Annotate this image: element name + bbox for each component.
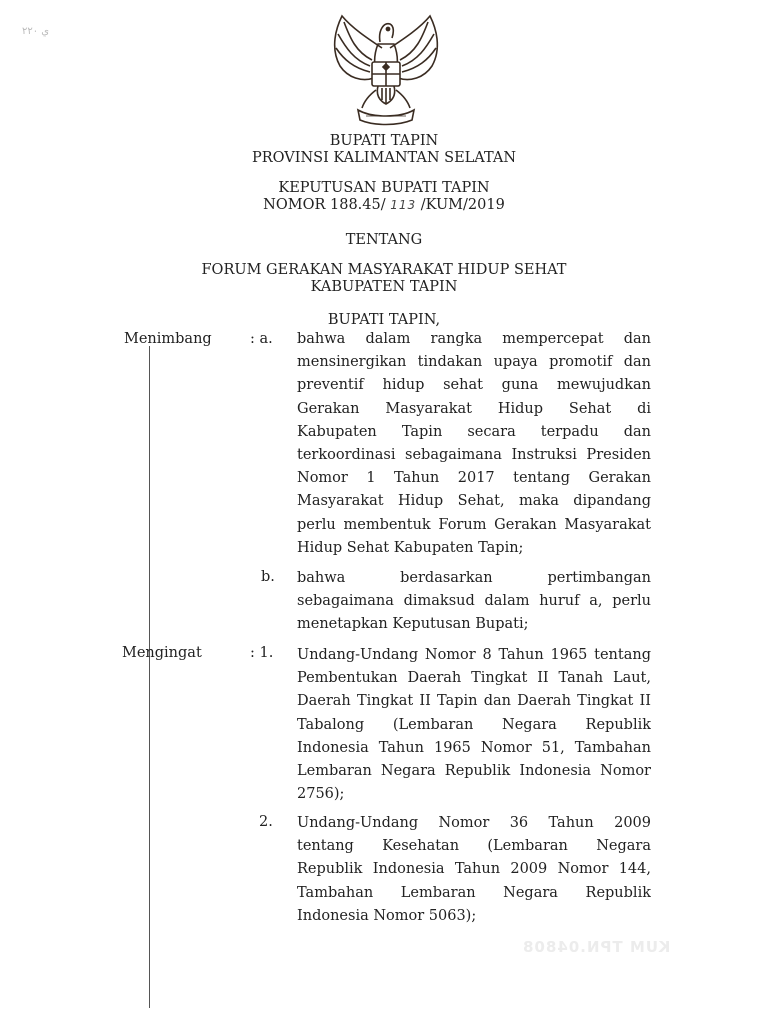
text-line: terkoordinasi sebagaimana Instruksi Presiden bbox=[297, 447, 651, 464]
text-line: bahwa dalam rangka mempercepat dan bbox=[297, 331, 651, 347]
text-line: Indonesia Nomor 5063); bbox=[297, 907, 477, 924]
item-marker-1: : 1. bbox=[250, 645, 274, 661]
decree-block bbox=[0, 180, 768, 214]
text-line: Lembaran Negara Republik Indonesia Nomor bbox=[297, 763, 651, 780]
subject-block bbox=[0, 262, 768, 296]
text-line: 2756); bbox=[297, 786, 345, 803]
margin-rule bbox=[149, 346, 150, 1008]
handwritten-mark: ي ٢٢٠ bbox=[22, 26, 50, 37]
decree-number-prefix: NOMOR 188.45/ bbox=[263, 197, 386, 213]
text-line: Masyarakat Hidup Sehat, maka dipandang bbox=[297, 493, 651, 510]
decree-title: KEPUTUSAN BUPATI TAPIN bbox=[278, 180, 490, 196]
decree-number-suffix: /KUM/2019 bbox=[420, 197, 505, 213]
mengingat-item-1 bbox=[297, 644, 651, 806]
subject-line-2: KABUPATEN TAPIN bbox=[310, 279, 458, 295]
text-line: Tabalong (Lembaran Negara Republik bbox=[297, 716, 651, 733]
text-line: bahwa berdasarkan pertimbangan bbox=[297, 570, 651, 586]
text-line: Kabupaten Tapin secara terpadu dan bbox=[297, 423, 651, 440]
text-line: tentang Kesehatan (Lembaran Negara bbox=[297, 838, 651, 855]
item-marker-a: : a. bbox=[250, 331, 273, 347]
decree-number bbox=[0, 197, 768, 214]
menimbang-item-b bbox=[297, 567, 651, 637]
text-line: sebagaimana dimaksud dalam huruf a, perlu bbox=[297, 593, 651, 610]
tentang-heading: TENTANG bbox=[345, 232, 423, 248]
item-marker-2: 2. bbox=[259, 814, 273, 830]
garuda-emblem bbox=[322, 8, 450, 126]
issuer-line: BUPATI TAPIN, bbox=[327, 312, 441, 328]
text-line: Republik Indonesia Tahun 2009 Nomor 144, bbox=[297, 861, 651, 878]
bleed-through-stamp: KUM TPN.04808 bbox=[522, 938, 671, 956]
text-line: preventif hidup sehat guna mewujudkan bbox=[297, 377, 651, 394]
regent-title: BUPATI TAPIN bbox=[329, 133, 439, 149]
text-line: Undang-Undang Nomor 36 Tahun 2009 bbox=[297, 815, 651, 831]
province-title: PROVINSI KALIMANTAN SELATAN bbox=[251, 150, 517, 166]
mengingat-item-2 bbox=[297, 812, 651, 928]
text-line: Undang-Undang Nomor 8 Tahun 1965 tentang bbox=[297, 647, 651, 663]
text-line: perlu membentuk Forum Gerakan Masyarakat bbox=[297, 516, 651, 533]
mengingat-label: Mengingat bbox=[122, 645, 202, 661]
header-block bbox=[0, 133, 768, 167]
text-line: Indonesia Tahun 1965 Nomor 51, Tambahan bbox=[297, 739, 651, 756]
text-line: Daerah Tingkat II Tapin dan Daerah Tingkat II bbox=[297, 693, 651, 710]
text-line: Pembentukan Daerah Tingkat II Tanah Laut, bbox=[297, 670, 651, 687]
text-line: Gerakan Masyarakat Hidup Sehat di bbox=[297, 400, 651, 417]
text-line: menetapkan Keputusan Bupati; bbox=[297, 616, 529, 633]
menimbang-item-a bbox=[297, 328, 651, 560]
menimbang-label: Menimbang bbox=[124, 331, 212, 347]
text-line: mensinergikan tindakan upaya promotif dan bbox=[297, 354, 651, 371]
subject-line-1: FORUM GERAKAN MASYARAKAT HIDUP SEHAT bbox=[201, 262, 567, 278]
decree-number-handwritten: 113 bbox=[390, 198, 417, 212]
text-line: Hidup Sehat Kabupaten Tapin; bbox=[297, 539, 524, 556]
text-line: Nomor 1 Tahun 2017 tentang Gerakan bbox=[297, 470, 651, 487]
item-marker-b: b. bbox=[261, 569, 275, 585]
text-line: Tambahan Lembaran Negara Republik bbox=[297, 884, 651, 901]
